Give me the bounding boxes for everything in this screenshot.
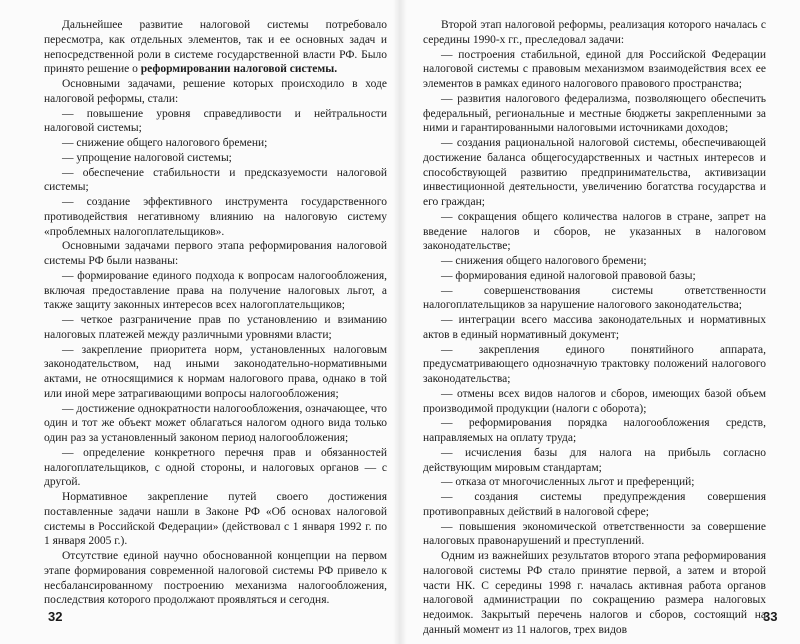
- paragraph: [44, 239, 387, 269]
- right-page: [423, 18, 766, 638]
- paragraph: [44, 549, 387, 608]
- paragraph-text: — определение конкретного перечня прав и обязанностей налогоплательщиков, с одной стороны, и налоговых органов — с другой.: [44, 446, 387, 489]
- list-item: [44, 107, 387, 137]
- paragraph: [423, 18, 766, 48]
- paragraph-text: — повышения экономической ответственности за совершение налоговых правонарушений и преступлений.: [423, 520, 766, 548]
- list-item: [423, 446, 766, 476]
- paragraph-text: — реформирования порядка налогообложения средств, направляемых на оплату труда;: [423, 417, 766, 444]
- list-item: [423, 416, 766, 446]
- list-item: [423, 520, 766, 550]
- paragraph-text: — формирования единой налоговой правовой базы;: [441, 269, 696, 282]
- left-page: [44, 18, 387, 608]
- list-item: [423, 284, 766, 314]
- list-item: [423, 269, 766, 284]
- paragraph-text: Основными задачами первого этапа реформирования налоговой системы РФ были названы:: [44, 240, 387, 267]
- list-item: [423, 48, 766, 92]
- paragraph-text: — закрепления единого понятийного аппарата, предусматривающего однозначную трактовку положений налогового законодательства;: [423, 343, 766, 385]
- list-item: [44, 343, 387, 402]
- paragraph-text: — создание эффективного инструмента государственного противодействия негативному влиянию на налоговую систему «проблемных налогоплательщиков».: [44, 196, 387, 238]
- list-item: [44, 151, 387, 166]
- list-item: [44, 136, 387, 151]
- list-item: [44, 446, 387, 490]
- paragraph-text: — повышение уровня справедливости и нейтральности налоговой системы;: [44, 107, 387, 135]
- paragraph: [44, 18, 387, 77]
- list-item: [423, 92, 766, 136]
- paragraph-text: — интеграции всего массива законодательных и нормативных актов в единый нормативный документ;: [423, 314, 766, 341]
- paragraph-text: — достижение однократности налогообложения, означающее, что один и тот же объект может облагаться налогом одного вида только один раз за установленный законом период налогообложения;: [44, 402, 388, 444]
- paragraph-text: — исчисления базы для налога на прибыль согласно действующим мировым стандартам;: [423, 446, 766, 474]
- list-item: [423, 254, 766, 269]
- paragraph: [423, 549, 766, 638]
- list-item: [44, 269, 387, 313]
- list-item: [44, 313, 387, 343]
- paragraph-text: — отмены всех видов налогов и сборов, имеющих базой объем производимой продукции (налоги с оборота);: [423, 387, 766, 415]
- paragraph-text: — четкое разграничение прав по установлению и взиманию налоговых платежей между различными уровнями власти;: [44, 314, 387, 341]
- paragraph-text: — совершенствования системы ответственности налогоплательщиков за нарушение налогового законодательства;: [423, 284, 766, 312]
- list-item: [44, 166, 387, 196]
- page-number-left: 32: [48, 609, 63, 624]
- paragraph-text: — развития налогового федерализма, позволяющего обеспечить федеральный, региональные и местные бюджеты закрепленными за ними и гарантированными налоговыми источниками доходов;: [423, 92, 766, 135]
- paragraph-text: — снижения общего налогового бремени;: [441, 255, 647, 267]
- paragraph-text: — обеспечение стабильности и предсказуемости налоговой системы;: [44, 166, 387, 194]
- list-item: [423, 387, 766, 417]
- paragraph: [44, 490, 387, 549]
- bold-emphasis: реформировании налоговой системы.: [140, 63, 338, 76]
- paragraph-text: — создания системы предупреждения совершения противоправных действий в налоговой сфере;: [423, 491, 766, 518]
- paragraph-text: — отказа от многочисленных льгот и преференций;: [441, 476, 695, 489]
- list-item: [423, 475, 766, 490]
- paragraph-text: Отсутствие единой научно обоснованной концепции на первом этапе формирования современной налоговой системы РФ привело к несбалансированному построению механизма налогообложения, последствия которого продолжают проявляться и сегодня.: [44, 550, 387, 607]
- list-item: [423, 490, 766, 520]
- list-item: [423, 210, 766, 254]
- paragraph-text: — закрепление приоритета норм, установленных налоговым законодательством, над иными законодательно-нормативными актами, не относящимися к нормам налогового права, однако в той или иной мере затрагивающими вопросы налогообложения;: [44, 343, 387, 400]
- paragraph-text: Второй этап налоговой реформы, реализация которого началась с середины 1990-х гг., преследовал задачи:: [423, 19, 766, 46]
- paragraph-text: Дальнейшее развитие налоговой системы потребовало пересмотра, как отдельных элементов, так и ее основных задач и непосредственной роли в системе государственной власти РФ. Было принято решение о: [44, 19, 387, 76]
- paragraph: [44, 77, 387, 107]
- paragraph-text: Основными задачами, решение которых происходило в ходе налоговой реформы, стали:: [44, 78, 387, 105]
- list-item: [423, 136, 766, 210]
- paragraph-text: — упрощение налоговой системы;: [62, 151, 232, 164]
- paragraph-text: — сокращения общего количества налогов в стране, запрет на введение налогов и сборов, не указанных в налоговом законодательстве;: [423, 210, 766, 253]
- book-gutter: [393, 0, 407, 644]
- paragraph-text: Одним из важнейших результатов второго этапа реформирования налоговой системы РФ стало принятие первой, а затем и второй части НК. С середины 1998 г. началась активная работа органов налоговой администрации по сокращению размера налоговых недоимок. Закрытый перечень налогов и сборов, состоящий на данный момент из 11 налогов, трех видов: [423, 550, 766, 636]
- list-item: [423, 343, 766, 387]
- page-number-right: 33: [763, 609, 778, 624]
- list-item: [44, 402, 387, 446]
- paragraph-text: — снижение общего налогового бремени;: [62, 137, 268, 149]
- paragraph-text: — создания рациональной налоговой системы, обеспечивающей достижение баланса общегосударственных и частных интересов и способствующей развитию предпринимательства, активизации инвестиционной деятельности, увеличению богатства государства и его граждан;: [423, 137, 766, 208]
- paragraph-text: — построения стабильной, единой для Российской Федерации налоговой системы с правовым механизмом взаимодействия всех ее элементов в рамках единого налогового правового пространства;: [423, 48, 766, 90]
- list-item: [44, 195, 387, 239]
- paragraph-text: Нормативное закрепление путей своего достижения поставленные задачи нашли в Законе РФ «Об основах налоговой системы в Российской Федерации» (действовал с 1 января 1992 г. по 1 января 2005 г.).: [44, 491, 387, 548]
- list-item: [423, 313, 766, 343]
- paragraph-text: — формирование единого подхода к вопросам налогообложения, включая предоставление права на получение налоговых льгот, а также защиту законных интересов всех налогоплательщиков;: [44, 269, 387, 312]
